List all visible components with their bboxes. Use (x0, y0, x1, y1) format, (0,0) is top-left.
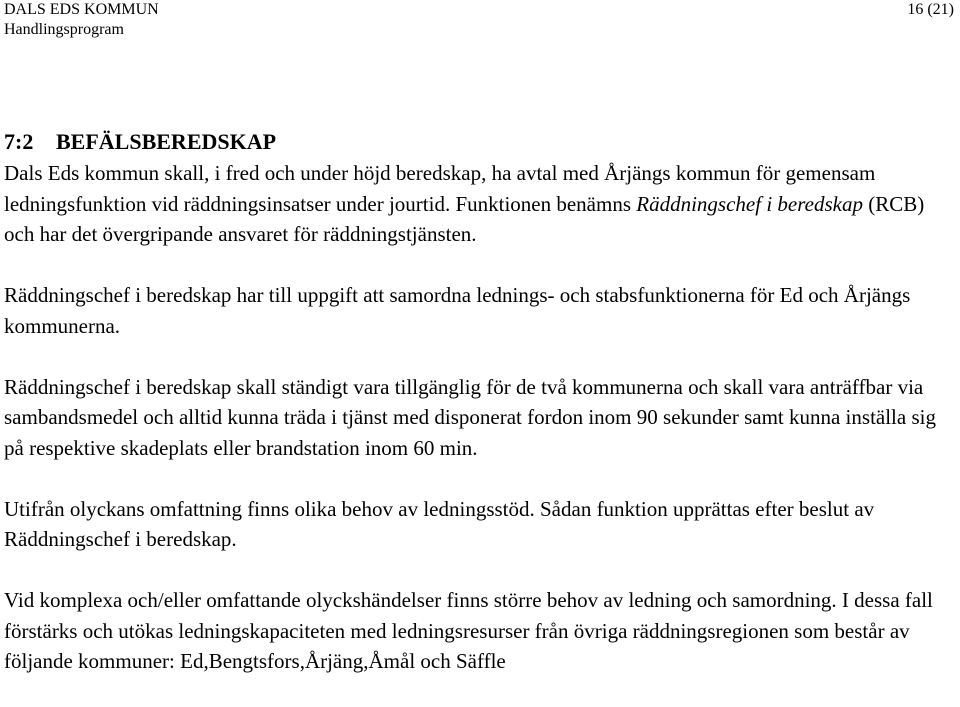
paragraph-text: Dals Eds kommun skall, i fred och under höjd beredskap, ha avtal med Årjängs kommun för gemensam ledningsfunktion vid räddningsinsatser under jourtid. Funktionen benämns (4, 161, 876, 216)
paragraph-rcb-agreement (4, 158, 956, 250)
paragraph-rcb-availability: Räddningschef i beredskap skall ständigt vara tillgänglig för de två kommunerna och skall vara anträffbar via sambandsmedel och alltid kunna träda i tjänst med disponerat fordon inom 90 sekunder samt kunna inställa sig på respektive skadeplats eller brandstation inom 60 min. (4, 374, 936, 460)
document-type: Handlingsprogram (4, 21, 124, 38)
paragraph-text: (RCB) och har det övergripande ansvaret för räddningstjänsten. (4, 191, 925, 246)
paragraph-rcb-task: Räddningschef i beredskap har till uppgift att samordna lednings- och stabsfunktionerna för Ed och Årjängs kommunerna. (4, 283, 911, 338)
organization-name: DALS EDS KOMMUN (4, 1, 159, 18)
page-header-left (4, 0, 159, 40)
section-number: 7:2 (4, 129, 34, 154)
paragraph-complex-incidents: Vid komplexa och/eller omfattande olyckshändelser finns större behov av ledning och samordning. I dessa fall förstärks och utökas ledningskapaciteten med ledningsresurser från övriga räddningsregionen som består av följande kommuner: Ed,Bengtsfors,Årjäng,Åmål och Säffle (4, 588, 933, 673)
section-title: BEFÄLSBEREDSKAP (56, 129, 277, 154)
rcb-term: Räddningschef i beredskap (636, 191, 863, 216)
document-body (4, 126, 956, 707)
page-number: 16 (21) (907, 1, 954, 18)
section-heading (4, 126, 956, 158)
paragraph-support: Utifrån olyckans omfattning finns olika behov av ledningsstöd. Sådan funktion upprättas efter beslut av Räddningschef i beredskap. (4, 496, 875, 551)
